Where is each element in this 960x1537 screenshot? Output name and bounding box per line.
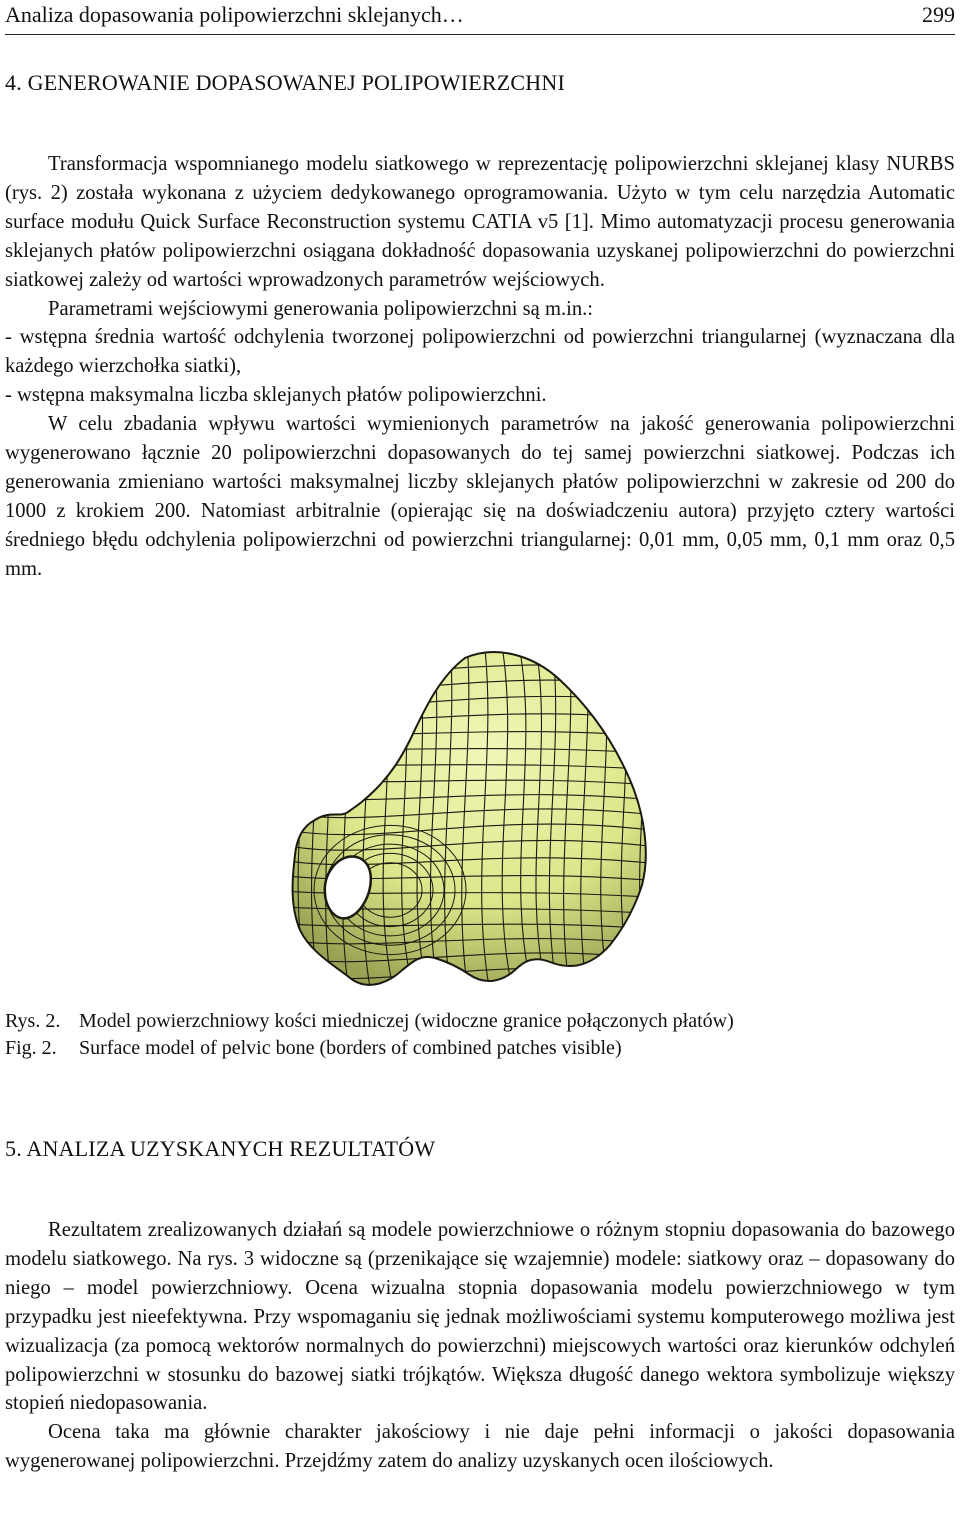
section-4-body [5,150,955,584]
list-item: - wstępna maksymalna liczba sklejanych płatów polipowierzchni. [5,384,547,407]
figure-caption-pl [5,1008,734,1034]
paragraph: Parametrami wejściowymi generowania polipowierzchni są m.in.: [48,297,594,320]
paragraph: Transformacja wspomnianego modelu siatkowego w reprezentację polipowierzchni sklejanej klasy NURBS (rys. 2) została wykonana z użyciem dedykowanego oprogramowania. Użyto w tym celu narzędzia Automatic surface modułu Quick Surface Reconstruction systemu CATIA v5 [1]. Mimo automatyzacji procesu generowania sklejanych płatów polipowierzchni osiągana dokładność dopasowania uzyskanej polipowierzchni do powierzchni siatkowej zależy od wartości wprowadzonych parametrów wejściowych. [5,153,955,291]
pelvic-bone-surface-figure [270,640,690,1005]
running-header [5,0,955,35]
section-5-heading: 5. ANALIZA UZYSKANYCH REZULTATÓW [5,1136,436,1161]
caption-text: Surface model of pelvic bone (borders of combined patches visible) [79,1037,622,1059]
section-5-body [5,1216,955,1476]
list-item: - wstępna średnia wartość odchylenia tworzonej polipowierzchni od powierzchni triangularnej (wyznaczana dla każdego wierzchołka siatki), [5,326,955,378]
caption-text: Model powierzchniowy kości miedniczej (widoczne granice połączonych płatów) [79,1010,734,1032]
figure-caption-en [5,1035,622,1061]
paragraph: Rezultatem zrealizowanych działań są modele powierzchniowe o różnym stopniu dopasowania do bazowego modelu siatkowego. Na rys. 3 widoczne są (przenikające się wzajemnie) modele: siatkowy oraz – dopasowany do niego – model powierzchniowy. Ocena wizualna stopnia dopasowania modelu powierzchniowego w tym przypadku jest nieefektywna. Przy wspomaganiu się jednak możliwościami systemu komputerowego możliwa jest wizualizacja (za pomocą wektorów normalnych do powierzchni) miejscowych wartości oraz kierunków odchyleń polipowierzchni w stosunku do bazowej siatki trójkątów. Większa długość danego wektora symbolizuje większy stopień niedopasowania. [5,1219,955,1415]
patch-border-line [270,984,690,996]
running-title: Analiza dopasowania polipowierzchni sklejanych… [5,2,464,27]
patch-border-line [280,640,298,1005]
paragraph: Ocena taka ma głównie charakter jakościowy i nie daje pełni informacji o jakości dopasowania wygenerowanej polipowierzchni. Przejdźmy zatem do analizy uzyskanych ocen ilościowych. [5,1421,955,1473]
patch-border-line [668,640,678,1005]
paragraph: W celu zbadania wpływu wartości wymienionych parametrów na jakość generowania polipowierzchni wygenerowano łącznie 20 polipowierzchni dopasowanych do tej samej powierzchni siatkowej. Podczas ich generowania zmieniano wartości maksymalnej liczby sklejanych płatów polipowierzchni w zakresie od 200 do 1000 z krokiem 200. Natomiast arbitralnie (opierając się na doświadczeniu autora) przyjęto cztery wartości średniego błędu odchylenia polipowierzchni od powierzchni triangularnej: 0,01 mm, 0,05 mm, 0,1 mm oraz 0,5 mm. [5,413,955,580]
page-number: 299 [922,2,955,27]
section-4-heading: 4. GENEROWANIE DOPASOWANEJ POLIPOWIERZCHNI [5,70,566,95]
patch-border-line [654,640,669,1005]
caption-label: Rys. 2. [5,1010,61,1032]
caption-label: Fig. 2. [5,1037,57,1059]
